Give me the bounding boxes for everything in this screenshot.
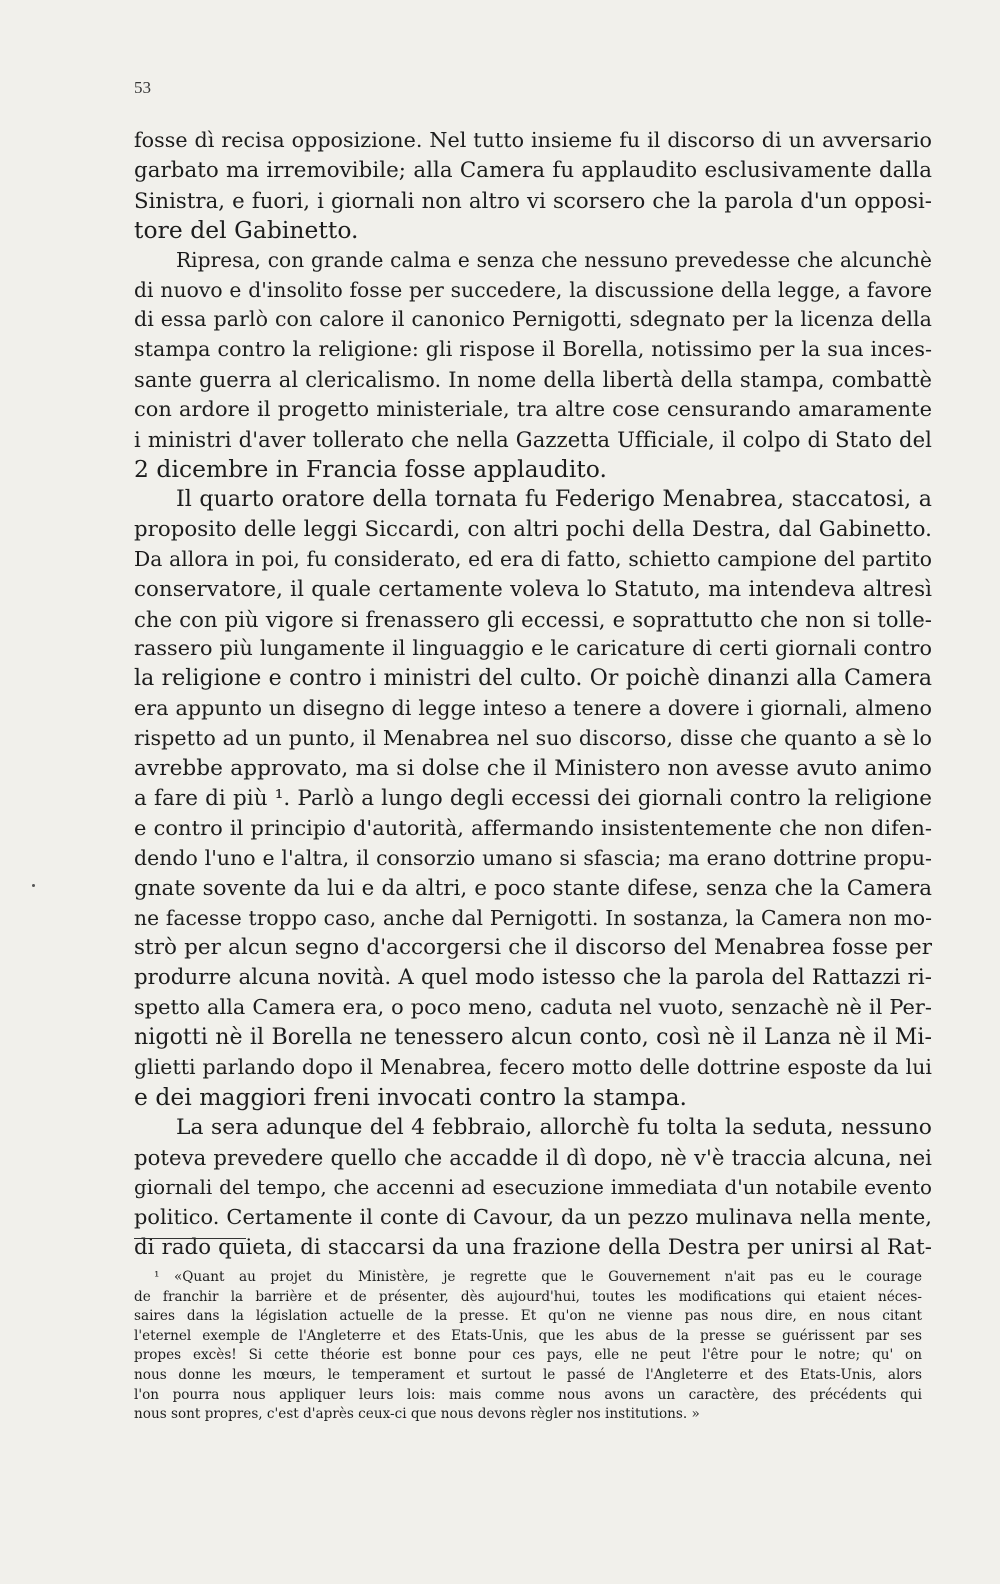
footnote-line: l'on pourra nous appliquer leurs lois: mais comme nous avons un caractère, des précédents qui <box>134 1386 922 1403</box>
text-line: la religione e contro i ministri del culto. Or poichè dinanzi alla Camera <box>134 666 932 692</box>
footnote <box>134 1268 922 1425</box>
body-text <box>134 126 932 1262</box>
text-line: ne facesse troppo caso, anche dal Pernigotti. In sostanza, la Camera non mo- <box>134 905 932 930</box>
text-line: conservatore, il quale certamente voleva lo Statuto, ma intendeva altresì <box>134 576 932 602</box>
text-line: 2 dicembre in Francia fosse applaudito. <box>134 454 608 483</box>
text-line: sante guerra al clericalismo. In nome della libertà della stampa, combattè <box>134 367 932 393</box>
footnote-line: nous donne les mœurs, le temperament et surtout le passé de l'Angleterre et des Etats-Unis, alors <box>134 1366 922 1383</box>
text-line: di rado quieta, di staccarsi da una frazione della Destra per unirsi al Rat- <box>134 1234 932 1260</box>
text-line: rassero più lungamente il linguaggio e le caricature di certi giornali contro <box>134 636 932 661</box>
text-line: e dei maggiori freni invocati contro la stampa. <box>134 1083 688 1111</box>
footnote-line: de franchir la barrière et de présenter, dès aujourd'hui, toutes les modifications qui etaient néces- <box>134 1288 922 1305</box>
page-number: 53 <box>134 78 151 97</box>
print-speck <box>32 884 35 887</box>
text-line: tore del Gabinetto. <box>134 215 359 244</box>
text-line: giornali del tempo, che accenni ad esecuzione immediata d'un notabile evento <box>134 1175 932 1199</box>
text-line: gnate sovente da lui e da altri, e poco stante difese, senza che la Camera <box>134 875 932 901</box>
text-line: strò per alcun segno d'accorgersi che il discorso del Menabrea fosse per <box>134 935 932 961</box>
footnote-line: ¹ «Quant au projet du Ministère, je regrette que le Gouvernement n'ait pas eu le courage <box>154 1269 922 1285</box>
text-line: stampa contro la religione: gli rispose il Borella, notissimo per la sua inces- <box>134 337 932 362</box>
text-line: glietti parlando dopo il Menabrea, fecero motto delle dottrine esposte da lui <box>134 1055 932 1080</box>
text-line: di essa parlò con calore il canonico Pernigotti, sdegnato per la licenza della <box>134 307 932 332</box>
text-line: nigotti nè il Borella ne tenessero alcun conto, così nè il Lanza nè il Mi- <box>134 1025 932 1051</box>
text-line: di nuovo e d'insolito fosse per succedere, la discussione della legge, a favore <box>134 277 932 302</box>
footnote-line: saires dans la législation actuelle de la presse. Et qu'on ne vienne pas nous dire, en nous citant <box>134 1308 922 1325</box>
text-line: che con più vigore si frenassero gli eccessi, e soprattutto che non si tolle- <box>134 606 932 632</box>
text-line: Da allora in poi, fu considerato, ed era di fatto, schietto campione del partito <box>134 546 932 571</box>
text-line: dendo l'uno e l'altra, il consorzio umano si sfascia; ma erano dottrine propu- <box>134 845 932 870</box>
text-line: poteva prevedere quello che accadde il dì dopo, nè v'è traccia alcuna, nei <box>134 1144 932 1170</box>
text-line: era appunto un disegno di legge inteso a tenere a dovere i giornali, almeno <box>134 696 932 721</box>
text-line: rispetto ad un punto, il Menabrea nel suo discorso, disse che quanto a sè lo <box>134 726 932 751</box>
text-line: con ardore il progetto ministeriale, tra altre cose censurando amaramente <box>134 397 932 422</box>
text-line: garbato ma irremovibile; alla Camera fu applaudito esclusivamente dalla <box>134 157 932 183</box>
text-line: a fare di più ¹. Parlò a lungo degli eccessi dei giornali contro la religione <box>134 785 932 811</box>
text-line: La sera adunque del 4 febbraio, allorchè fu tolta la seduta, nessuno <box>176 1114 932 1140</box>
text-line: spetto alla Camera era, o poco meno, caduta nel vuoto, senzachè nè il Per- <box>134 995 932 1020</box>
text-line: Il quarto oratore della tornata fu Federigo Menabrea, staccatosi, a <box>176 485 932 512</box>
footnote-divider <box>134 1238 246 1239</box>
footnote-line: nous sont propres, c'est d'après ceux-ci que nous devons règler nos institutions. » <box>134 1406 700 1423</box>
text-line: politico. Certamente il conte di Cavour, da un pezzo mulinava nella mente, <box>134 1204 932 1229</box>
text-line: proposito delle leggi Siccardi, con altri pochi della Destra, dal Gabinetto. <box>134 516 932 542</box>
text-line: i ministri d'aver tollerato che nella Gazzetta Ufficiale, il colpo di Stato del <box>134 427 932 453</box>
footnote-line: propes excès! Si cette théorie est bonne pour ces pays, elle ne peut l'être pour le notre; qu' on <box>134 1347 922 1364</box>
text-line: fosse dì recisa opposizione. Nel tutto insieme fu il discorso di un avversario <box>134 128 932 152</box>
text-line: produrre alcuna novità. A quel modo istesso che la parola del Rattazzi ri- <box>134 965 932 991</box>
footnote-line: l'eternel exemple de l'Angleterre et des Etats-Unis, que les abus de la presse se guérissent par ses <box>134 1327 922 1344</box>
text-line: avrebbe approvato, ma si dolse che il Ministero non avesse avuto animo <box>134 756 932 782</box>
text-line: Sinistra, e fuori, i giornali non altro vi scorsero che la parola d'un opposi- <box>134 187 932 213</box>
text-line: e contro il principio d'autorità, affermando insistentemente che non difen- <box>134 815 932 840</box>
text-line: Ripresa, con grande calma e senza che nessuno prevedesse che alcunchè <box>176 247 932 272</box>
